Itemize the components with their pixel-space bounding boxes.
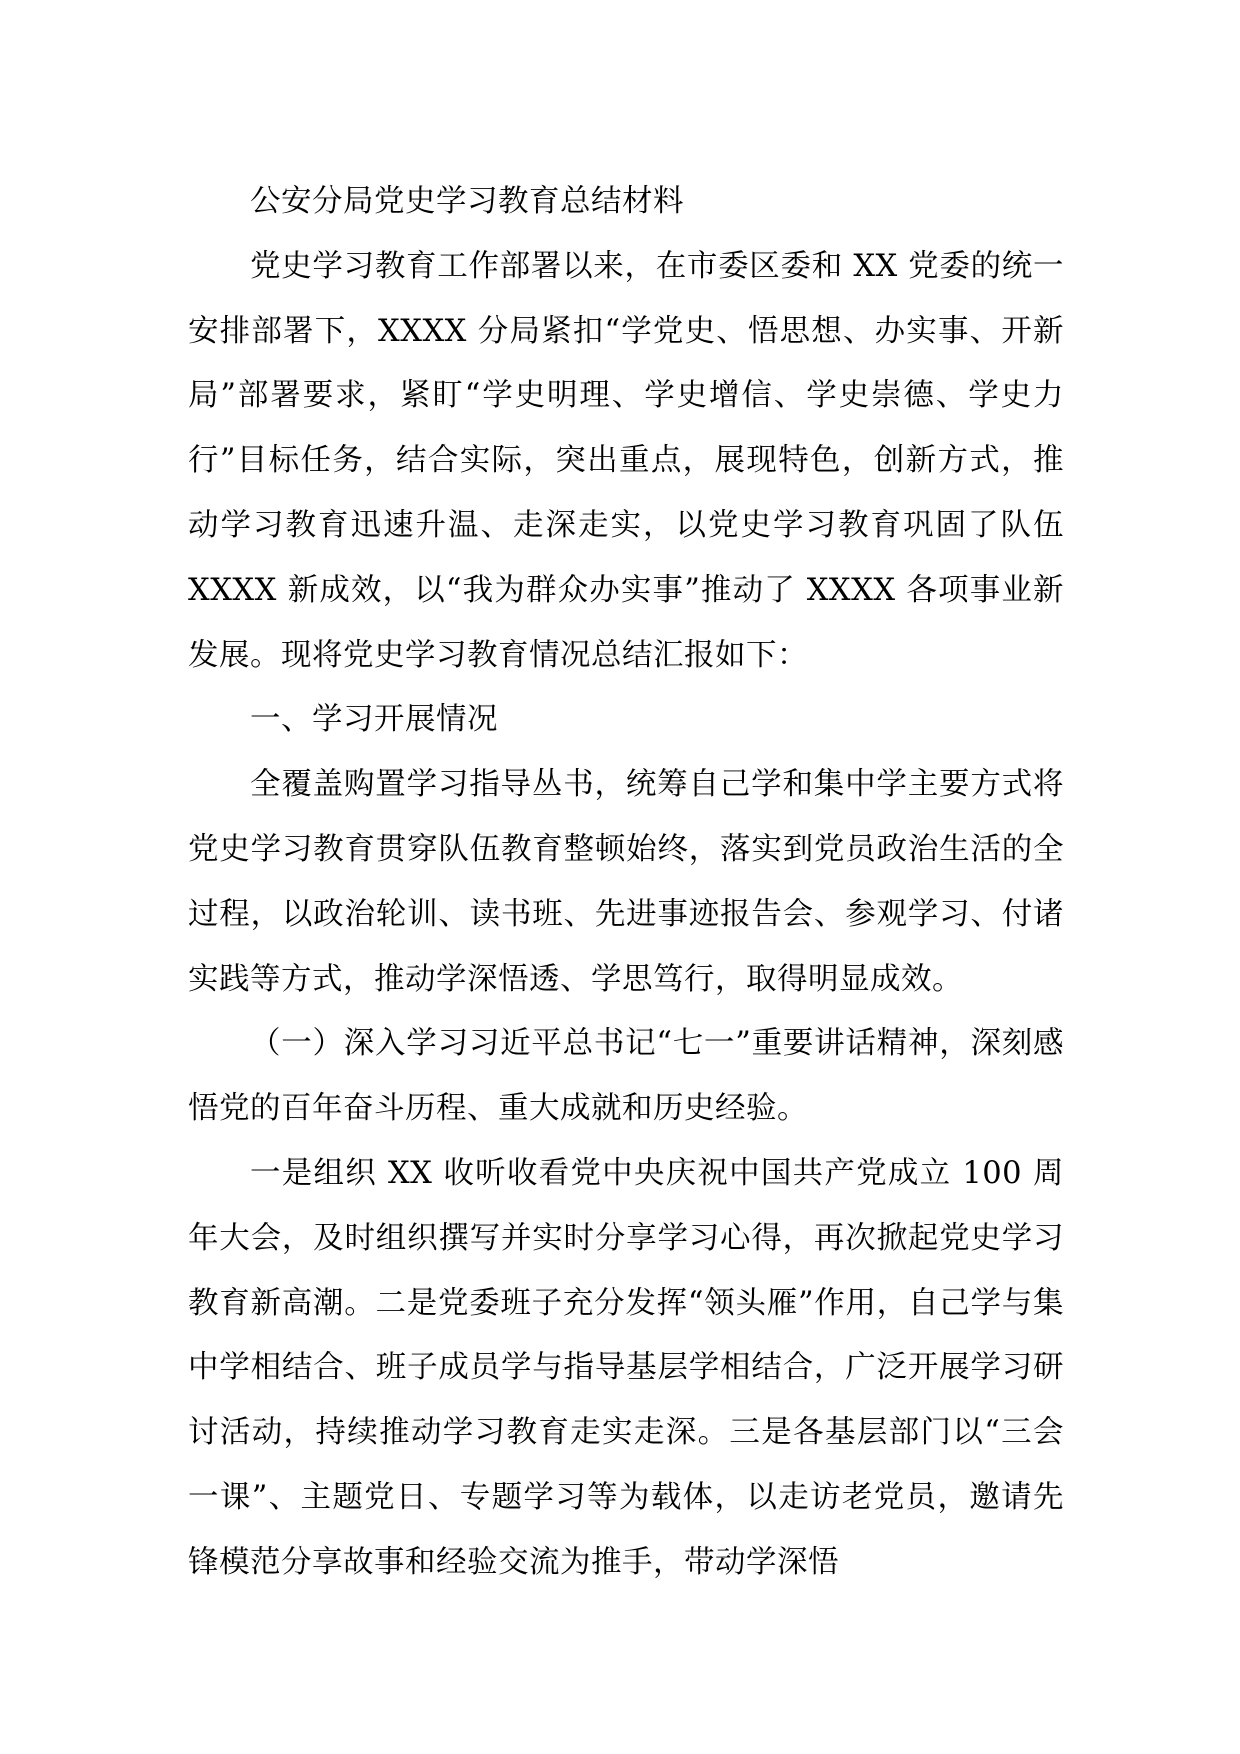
paragraph-details: 一是组织 XX 收听收看党中央庆祝中国共产党成立 100 周年大会，及时组织撰写并实时分享学习心得，再次掀起党史学习教育新高潮。二是党委班子充分发挥“领头雁”作用，自己学与集中学相结合、班子成员学与指导基层学相结合，广泛开展学习研讨活动，持续推动学习教育走实走深。三是各基层部门以“三会一课”、主题党日、专题学习等为载体，以走访老党员，邀请先锋模范分享故事和经验交流为推手，带动学深悟 — [188, 1155, 1064, 1580]
document-body — [188, 170, 1064, 1596]
document-title: 公安分局党史学习教育总结材料 — [250, 184, 684, 219]
section-heading-1: 一、学习开展情况 — [250, 702, 498, 738]
subsection-heading-1: （一）深入学习习近平总书记“七一”重要讲话精神，深刻感悟党的百年奋斗历程、重大成就和历史经验。 — [188, 1026, 1064, 1127]
paragraph-intro: 党史学习教育工作部署以来，在市委区委和 XX 党委的统一安排部署下，XXXX 分局紧扣“学党史、悟思想、办实事、开新局”部署要求，紧盯“学史明理、学史增信、学史崇德、学史力行”目标任务，结合实际，突出重点，展现特色，创新方式，推动学习教育迅速升温、走深走实，以党史学习教育巩固了队伍 XXXX 新成效，以“我为群众办实事”推动了 XXXX 各项事业新发展。现将党史学习教育情况总结汇报如下： — [188, 248, 1064, 673]
paragraph-overview: 全覆盖购置学习指导丛书，统筹自己学和集中学主要方式将党史学习教育贯穿队伍教育整顿始终，落实到党员政治生活的全过程，以政治轮训、读书班、先进事迹报告会、参观学习、付诸实践等方式，推动学深悟透、学思笃行，取得明显成效。 — [188, 767, 1064, 997]
